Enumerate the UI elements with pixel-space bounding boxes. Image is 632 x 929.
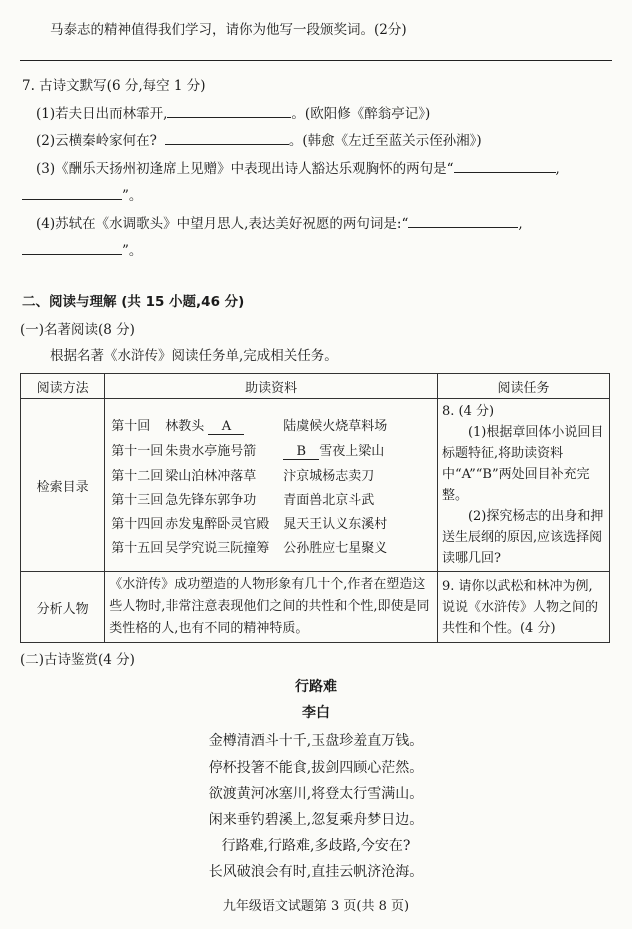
chapter-no: 第十五回 [111,540,164,556]
q7-3-comma: , [555,161,560,177]
q7-4-prompt: (4)苏轼在《水调歌头》中望月思人,表达美好祝愿的两句词是:“ [36,216,409,232]
chapter-title-b: 青面兽北京斗武 [283,492,375,508]
q7-4-blank-a[interactable] [408,213,518,228]
q7-2-blank[interactable] [165,130,289,145]
previous-question-text: 马泰志的精神值得我们学习，请你为他写一段颁奖词。(2分) [50,22,407,38]
reading-task-table [20,373,610,643]
chapter-list [105,399,438,572]
header-materials: 助读资料 [105,374,438,399]
chapter-no: 第十回 [111,418,151,434]
chapter-title-a: 梁山泊林冲落草 [165,468,257,484]
chapter-title-a: 朱贵水亭施号箭 [165,443,257,459]
method-analysis: 分析人物 [21,572,105,643]
header-method: 阅读方法 [21,374,105,399]
poem-line: 闲来垂钓碧溪上,忽复乘舟梦日边。 [208,812,424,828]
analysis-material [105,572,438,643]
task8-part2: (2)探究杨志的出身和押送生辰纲的原因,应该选择阅读哪几回? [441,509,604,566]
q7-3-blank-b[interactable] [22,185,122,200]
page-footer: 九年级语文试题第 3 页(共 8 页) [222,899,410,914]
q7-line4 [36,212,523,232]
task9-text: 9. 请你以武松和林冲为例,说说《水浒传》人物之间的共性和个性。(4 分) [441,578,598,636]
q7-4-close: ”。 [122,243,143,259]
chapter-title-b: 公孙胜应七星聚义 [283,540,388,556]
chapter-no: 第十二回 [111,468,164,484]
table-row-search [21,399,610,572]
poem-line: 欲渡黄河冰塞川,将登太行雪满山。 [208,786,424,802]
analysis-text: 《水浒传》成功塑造的人物形象有几十个,作者在塑造这些人物时,非常注意表现他们之间的共性和个性,即使是同类性格的人,也有不同的精神特质。 [109,577,430,636]
table-header-row [21,374,610,399]
q7-1-prompt: (1)若夫日出而林霏开, [36,106,168,122]
task9-cell [437,572,609,643]
chapter-title-a: 吴学究说三阮撞筹 [165,540,270,556]
poem-line: 金樽清酒斗十千,玉盘珍羞直万钱。 [208,733,424,749]
chapter-no: 第十三回 [111,492,164,508]
q7-line2 [36,129,482,149]
section2-intro: 根据名著《水浒传》阅读任务单,完成相关任务。 [50,348,338,364]
chapter-no: 第十四回 [111,516,164,532]
section2-sub1: (一)名著阅读(8 分) [20,322,135,338]
chapter-title-b: 陆虞候火烧草料场 [283,418,388,434]
chapter-title-a: 赤发鬼醉卧灵官殿 [165,516,270,532]
poem-title: 行路难 [295,679,337,695]
method-search: 检索目录 [21,399,105,572]
section2-title: 二、阅读与理解 (共 15 小题,46 分) [22,294,245,310]
q7-line3 [36,157,560,177]
poem-author: 李白 [302,705,330,721]
task8-part1: (1)根据章回体小说回目标题特征,将助读资料中“A”“B”两处回目补充完整。 [441,425,604,503]
blank-b[interactable]: B [283,444,319,460]
header-tasks: 阅读任务 [437,374,609,399]
poem-line: 行路难,行路难,多歧路,今安在? [221,838,411,854]
q7-1-source: 。(欧阳修《醉翁亭记》) [291,106,431,122]
q7-line1 [36,102,430,122]
poem-line: 停杯投箸不能食,拔剑四顾心茫然。 [208,760,424,776]
q7-4-comma: , [518,216,523,232]
blank-a[interactable]: A [208,419,244,435]
q7-line4-cont [22,239,142,259]
answer-line [20,60,612,61]
q7-1-blank[interactable] [167,103,291,118]
table-row-analysis [21,572,610,643]
task8-cell [437,399,609,572]
q7-line3-cont [22,184,142,204]
section2-sub2: (二)古诗鉴赏(4 分) [20,652,135,668]
q7-2-source: 。(韩愈《左迁至蓝关示侄孙湘》) [288,133,482,149]
chapter-title-a: 林教头 A [165,415,283,435]
poem-line: 长风破浪会有时,直挂云帆济沧海。 [208,864,424,880]
q7-3-prompt: (3)《酬乐天扬州初逢席上见赠》中表现出诗人豁达乐观胸怀的两句是“ [36,161,454,177]
chapter-no: 第十一回 [111,443,164,459]
q7-3-blank-a[interactable] [454,158,556,173]
task8-title: 8. (4 分) [441,404,495,419]
q7-2-prompt: (2)云横秦岭家何在? [36,133,157,149]
q7-title: 7. 古诗文默写(6 分,每空 1 分) [22,78,206,94]
q7-4-blank-b[interactable] [22,240,122,255]
chapter-title-a: 急先锋东郭争功 [165,492,257,508]
chapter-title-b: B 雪夜上梁山 [283,440,403,460]
chapter-title-b: 汴京城杨志卖刀 [283,468,375,484]
q7-3-close: ”。 [122,188,143,204]
chapter-title-b: 晁天王认义东溪村 [283,516,388,532]
